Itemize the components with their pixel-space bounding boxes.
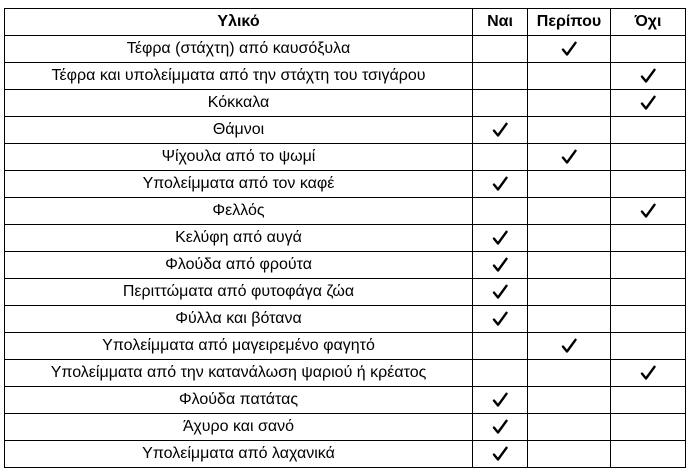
item-cell: Θάμνοι: [5, 117, 473, 144]
table-row: [5, 414, 686, 441]
table-row: [5, 333, 686, 360]
check-mark-icon: [492, 230, 508, 246]
table-row: [5, 90, 686, 117]
answer-cell-no: [611, 117, 686, 144]
answer-cell-yes: [473, 387, 528, 414]
answer-cell-somewhat: [528, 90, 611, 117]
table-row: [5, 225, 686, 252]
item-cell: Περιττώματα από φυτοφάγα ζώα: [5, 279, 473, 306]
check-mark-icon: [492, 257, 508, 273]
answer-cell-yes: [473, 171, 528, 198]
header-somewhat: Περίπου: [528, 9, 611, 36]
answer-cell-somewhat: [528, 117, 611, 144]
table-row: [5, 387, 686, 414]
item-cell: Φύλλα και βότανα: [5, 306, 473, 333]
answer-cell-somewhat: [528, 225, 611, 252]
check-mark-icon: [492, 176, 508, 192]
answer-cell-yes: [473, 360, 528, 387]
answer-cell-somewhat: [528, 387, 611, 414]
answer-cell-no: [611, 171, 686, 198]
answer-cell-no: [611, 90, 686, 117]
header-yes: Ναι: [473, 9, 528, 36]
check-mark-icon: [492, 446, 508, 462]
answer-cell-somewhat: [528, 441, 611, 468]
check-mark-icon: [561, 338, 577, 354]
item-cell: Φελλός: [5, 198, 473, 225]
table-row: [5, 63, 686, 90]
answer-cell-yes: [473, 198, 528, 225]
check-mark-icon: [640, 365, 656, 381]
answer-cell-no: [611, 279, 686, 306]
check-mark-icon: [492, 284, 508, 300]
answer-cell-somewhat: [528, 198, 611, 225]
answer-cell-somewhat: [528, 333, 611, 360]
table-row: [5, 441, 686, 468]
answer-cell-yes: [473, 36, 528, 63]
answer-cell-yes: [473, 414, 528, 441]
answer-cell-no: [611, 198, 686, 225]
answer-cell-yes: [473, 90, 528, 117]
item-cell: Άχυρο και σανό: [5, 414, 473, 441]
answer-cell-no: [611, 306, 686, 333]
check-mark-icon: [492, 392, 508, 408]
table-row: [5, 171, 686, 198]
answer-cell-yes: [473, 333, 528, 360]
table-row: [5, 117, 686, 144]
item-cell: Υπολείμματα από τον καφέ: [5, 171, 473, 198]
answer-cell-no: [611, 360, 686, 387]
answer-cell-somewhat: [528, 279, 611, 306]
item-cell: Ψίχουλα από το ψωμί: [5, 144, 473, 171]
header-row: [5, 9, 686, 36]
item-cell: Τέφρα (στάχτη) από καυσόξυλα: [5, 36, 473, 63]
answer-cell-somewhat: [528, 171, 611, 198]
table-row: [5, 252, 686, 279]
answer-cell-no: [611, 441, 686, 468]
answer-cell-yes: [473, 144, 528, 171]
answer-cell-yes: [473, 225, 528, 252]
item-cell: Κελύφη από αυγά: [5, 225, 473, 252]
answer-cell-somewhat: [528, 252, 611, 279]
answer-cell-no: [611, 252, 686, 279]
answer-cell-yes: [473, 63, 528, 90]
answer-cell-yes: [473, 252, 528, 279]
answer-cell-yes: [473, 279, 528, 306]
compost-materials-table: [4, 8, 686, 468]
answer-cell-no: [611, 225, 686, 252]
table-row: [5, 306, 686, 333]
answer-cell-yes: [473, 117, 528, 144]
answer-cell-somewhat: [528, 306, 611, 333]
answer-cell-somewhat: [528, 360, 611, 387]
check-mark-icon: [492, 122, 508, 138]
item-cell: Υπολείμματα από μαγειρεμένο φαγητό: [5, 333, 473, 360]
item-cell: Κόκκαλα: [5, 90, 473, 117]
check-mark-icon: [640, 203, 656, 219]
answer-cell-no: [611, 144, 686, 171]
header-item: Υλικό: [5, 9, 473, 36]
item-cell: Υπολείμματα από λαχανικά: [5, 441, 473, 468]
item-cell: Υπολείμματα από την κατανάλωση ψαριού ή κρέατος: [5, 360, 473, 387]
answer-cell-no: [611, 387, 686, 414]
check-mark-icon: [561, 149, 577, 165]
answer-cell-no: [611, 63, 686, 90]
check-mark-icon: [492, 419, 508, 435]
answer-cell-yes: [473, 306, 528, 333]
check-mark-icon: [640, 95, 656, 111]
check-mark-icon: [640, 68, 656, 84]
table-row: [5, 144, 686, 171]
table-row: [5, 279, 686, 306]
check-mark-icon: [492, 311, 508, 327]
table-row: [5, 198, 686, 225]
table-row: [5, 360, 686, 387]
answer-cell-somewhat: [528, 144, 611, 171]
answer-cell-somewhat: [528, 36, 611, 63]
item-cell: Φλούδα από φρούτα: [5, 252, 473, 279]
answer-cell-somewhat: [528, 63, 611, 90]
answer-cell-no: [611, 333, 686, 360]
header-no: Όχι: [611, 9, 686, 36]
table-body: [5, 36, 686, 468]
answer-cell-yes: [473, 441, 528, 468]
item-cell: Φλούδα πατάτας: [5, 387, 473, 414]
answer-cell-no: [611, 414, 686, 441]
answer-cell-somewhat: [528, 414, 611, 441]
answer-cell-no: [611, 36, 686, 63]
table-row: [5, 36, 686, 63]
check-mark-icon: [561, 41, 577, 57]
item-cell: Τέφρα και υπολείμματα από την στάχτη του τσιγάρου: [5, 63, 473, 90]
